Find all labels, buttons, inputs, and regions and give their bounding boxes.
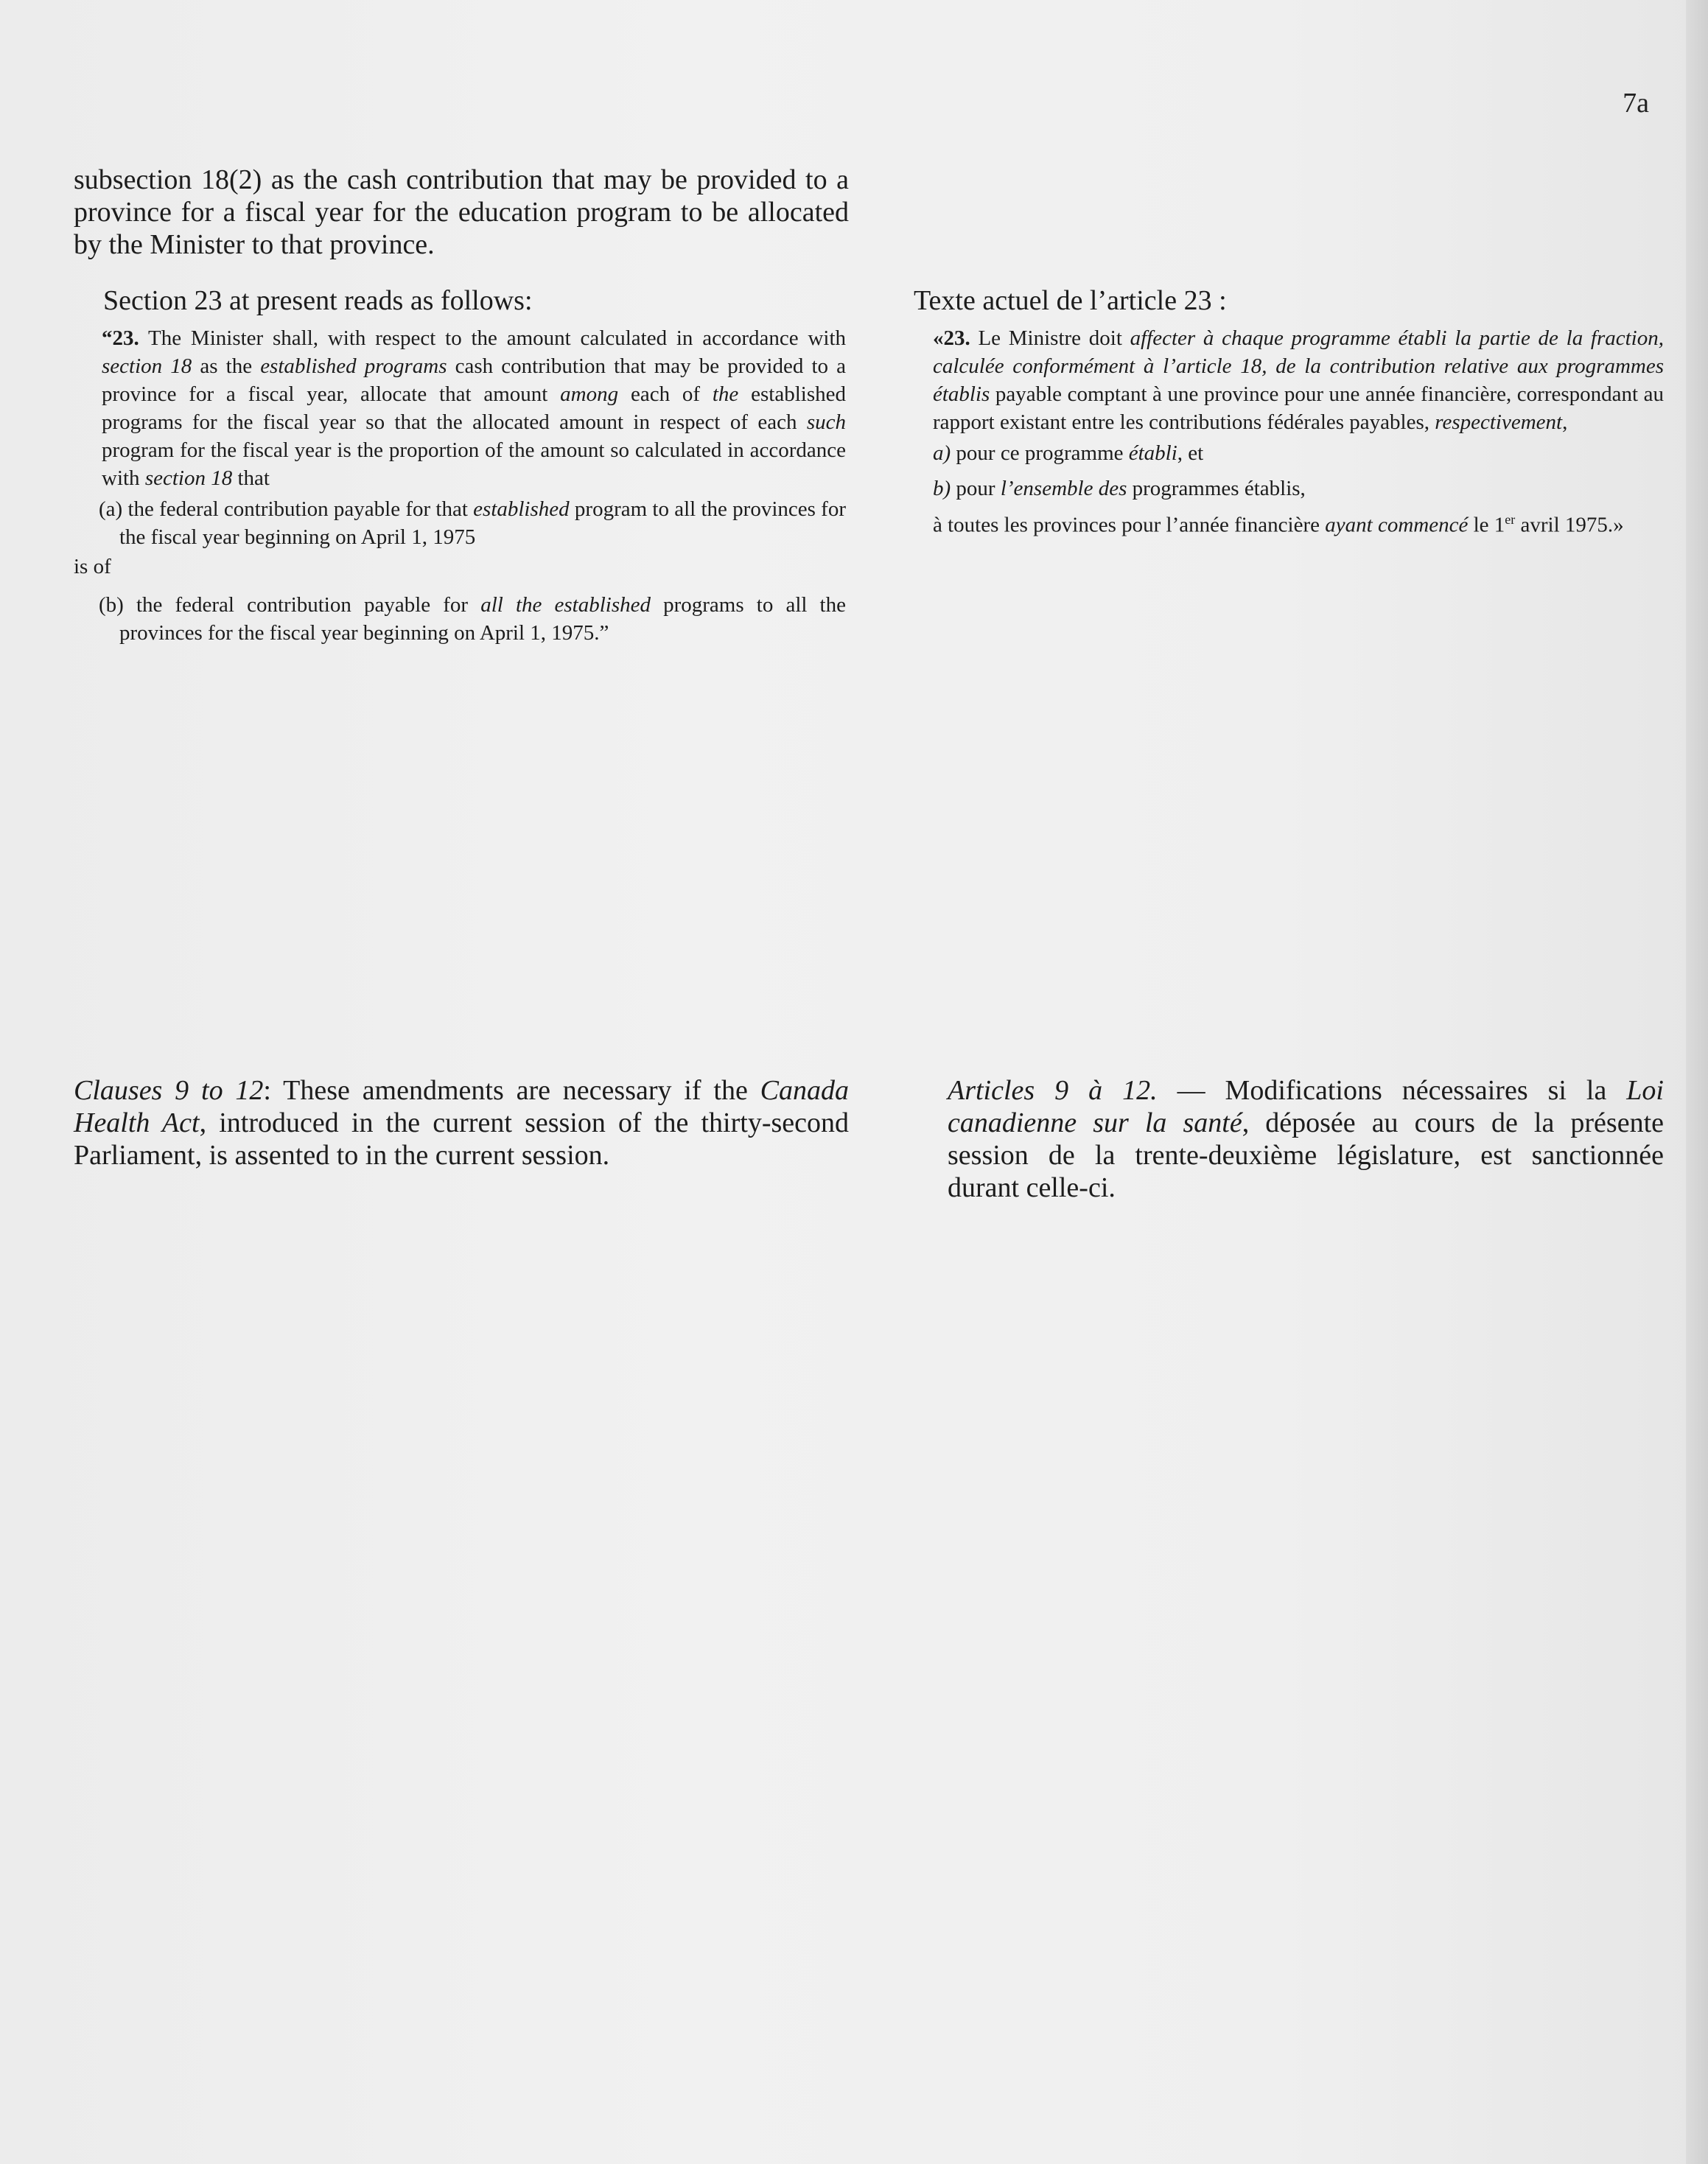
- quote-italic: respectivement: [1435, 410, 1563, 434]
- alinea-b-label: b): [933, 477, 951, 500]
- quote-text: that: [232, 466, 270, 490]
- closing-text: à toutes les provinces pour l’année financière: [933, 513, 1326, 537]
- clauses-note-text: [74, 1074, 849, 1172]
- alinea-b-text: pour: [951, 477, 1001, 500]
- quoted-section-23: [74, 324, 846, 647]
- clauses-text: , introduced in the current session of the thirty-second Parliament, is assented to in the current session.: [74, 1107, 849, 1171]
- section-heading-text: Section 23 at present reads as follows:: [103, 285, 533, 316]
- clauses-note: [74, 1074, 849, 1172]
- quote-italic: affecter à chaque programme établi la partie de la fraction, calculée conformément à l’article 18, de la contribution relative aux programmes établis: [933, 326, 1664, 406]
- alinea-b-italic: l’ensemble des: [1000, 477, 1127, 500]
- quoted-article-23: [914, 324, 1664, 539]
- quote-text: each of: [618, 382, 713, 406]
- quote-text: payable comptant à une province pour une année financière, correspondant au rapport existant entre les contributions fédérales payables,: [933, 382, 1664, 434]
- closing-text: avril 1975.»: [1515, 513, 1624, 537]
- quote-text: Le Ministre doit: [970, 326, 1130, 350]
- alinea-a-italic: établi: [1128, 441, 1177, 465]
- articles-text: , déposée au cours de la présente session de la trente-deuxième législature, est sanctionnée durant celle-ci.: [948, 1107, 1664, 1203]
- quoted-section-23-body: [74, 324, 846, 492]
- quote-italic: the: [712, 382, 739, 406]
- quote-text: as the: [192, 354, 261, 378]
- texte-heading-text: Texte actuel de l’article 23 :: [914, 285, 1227, 316]
- articles-note: [914, 1074, 1664, 1204]
- section-number: “23.: [102, 326, 139, 350]
- bleed-through-decoration: [921, 162, 1621, 304]
- quote-italic: section 18: [102, 354, 192, 378]
- quote-text: The Minister shall, with respect to the amount calculated in accordance with: [139, 326, 846, 350]
- quote-text: program for the fiscal year is the proportion of the amount so calculated in accordance with: [102, 438, 846, 490]
- alinea-a-text: , et: [1177, 441, 1204, 465]
- act-title: Canada Health Act: [74, 1075, 850, 1138]
- closing-italic: ayant commencé: [1325, 513, 1469, 537]
- paragraph-a: [74, 495, 846, 551]
- quote-italic: among: [560, 382, 619, 406]
- alinea-a-text: pour ce programme: [951, 441, 1129, 465]
- clauses-text: : These amendments are necessary if the: [263, 1075, 760, 1106]
- ordinal-superscript: er: [1505, 512, 1516, 527]
- alinea-a: [914, 439, 1664, 467]
- alinea-a-label: a): [933, 441, 951, 465]
- act-title-fr: Loi canadienne sur la santé: [948, 1075, 1664, 1138]
- intro-paragraph: [74, 164, 849, 261]
- paragraph-b-italic: all the established: [480, 593, 651, 617]
- closing-line: [914, 505, 1664, 539]
- paragraph-a-text: the federal contribution payable for that: [122, 497, 474, 521]
- quote-text: cash contribution that may be provided to a province for a fiscal year, allocate that amount: [102, 354, 846, 406]
- paragraph-b-text: programs to all the provinces for the fiscal year beginning on April 1, 1975.”: [119, 593, 846, 645]
- alinea-b-text: programmes établis,: [1127, 477, 1306, 500]
- article-number: «23.: [933, 326, 970, 350]
- paragraph-b-text: the federal contribution payable for: [123, 593, 481, 617]
- paragraph-a-label: (a): [99, 497, 123, 521]
- articles-text: — Modifications nécessaires si la: [1157, 1075, 1627, 1106]
- texte-heading: [914, 284, 1664, 317]
- is-of-text: is of: [74, 555, 111, 578]
- section-heading: [74, 284, 849, 317]
- quote-italic: such: [806, 410, 846, 434]
- quote-text: ,: [1562, 410, 1568, 434]
- quote-text: established programs for the fiscal year so that the allocated amount in respect of each: [102, 382, 846, 434]
- closing-text: le 1: [1468, 513, 1505, 537]
- paragraph-b-label: (b): [99, 593, 124, 617]
- page-edge: [1686, 0, 1708, 2164]
- quoted-article-23-body: [914, 324, 1664, 436]
- articles-label: Articles 9 à 12.: [948, 1075, 1158, 1106]
- intro-text: subsection 18(2) as the cash contribution that may be provided to a province for a fiscal year for the education program to be allocated by the Minister to that province.: [74, 164, 849, 260]
- quote-italic: established programs: [260, 354, 447, 378]
- paragraph-a-italic: established: [473, 497, 570, 521]
- paragraph-b: [74, 591, 846, 647]
- articles-note-text: [914, 1074, 1664, 1204]
- clauses-label: Clauses 9 to 12: [74, 1075, 264, 1106]
- page-number: 7a: [1623, 88, 1649, 119]
- alinea-b: [914, 475, 1664, 503]
- quote-italic: section 18: [144, 466, 233, 490]
- paragraph-a-text: program to all the provinces for the fiscal year beginning on April 1, 1975: [119, 497, 846, 549]
